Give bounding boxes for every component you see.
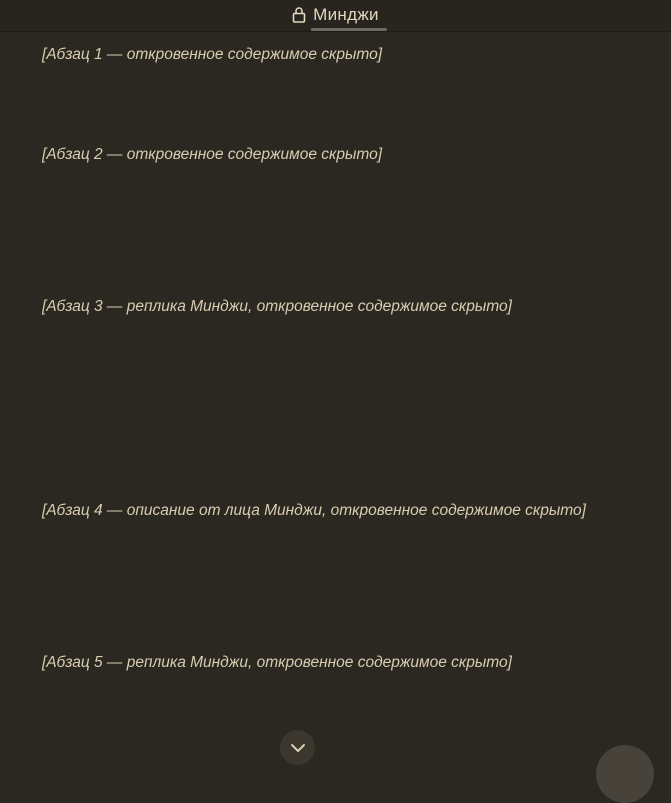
chevron-down-icon bbox=[290, 743, 306, 753]
paragraph: [Абзац 3 — реплика Минджи, откровенное содержимое скрыто] bbox=[42, 298, 512, 315]
header-bar bbox=[0, 0, 671, 32]
paragraph: [Абзац 4 — описание от лица Минджи, откровенное содержимое скрыто] bbox=[42, 502, 586, 519]
title-underline bbox=[311, 28, 387, 31]
lock-icon bbox=[292, 7, 306, 23]
paragraph: [Абзац 5 — реплика Минджи, откровенное содержимое скрыто] bbox=[42, 654, 512, 671]
character-title[interactable] bbox=[292, 5, 379, 27]
paragraph: [Абзац 2 — откровенное содержимое скрыто] bbox=[42, 146, 383, 163]
paragraph: [Абзац 1 — откровенное содержимое скрыто] bbox=[42, 46, 383, 63]
floating-action-button[interactable] bbox=[596, 745, 654, 803]
page-title: Минджи bbox=[313, 4, 379, 24]
message-area bbox=[0, 32, 671, 763]
scroll-down-button[interactable] bbox=[280, 730, 315, 765]
